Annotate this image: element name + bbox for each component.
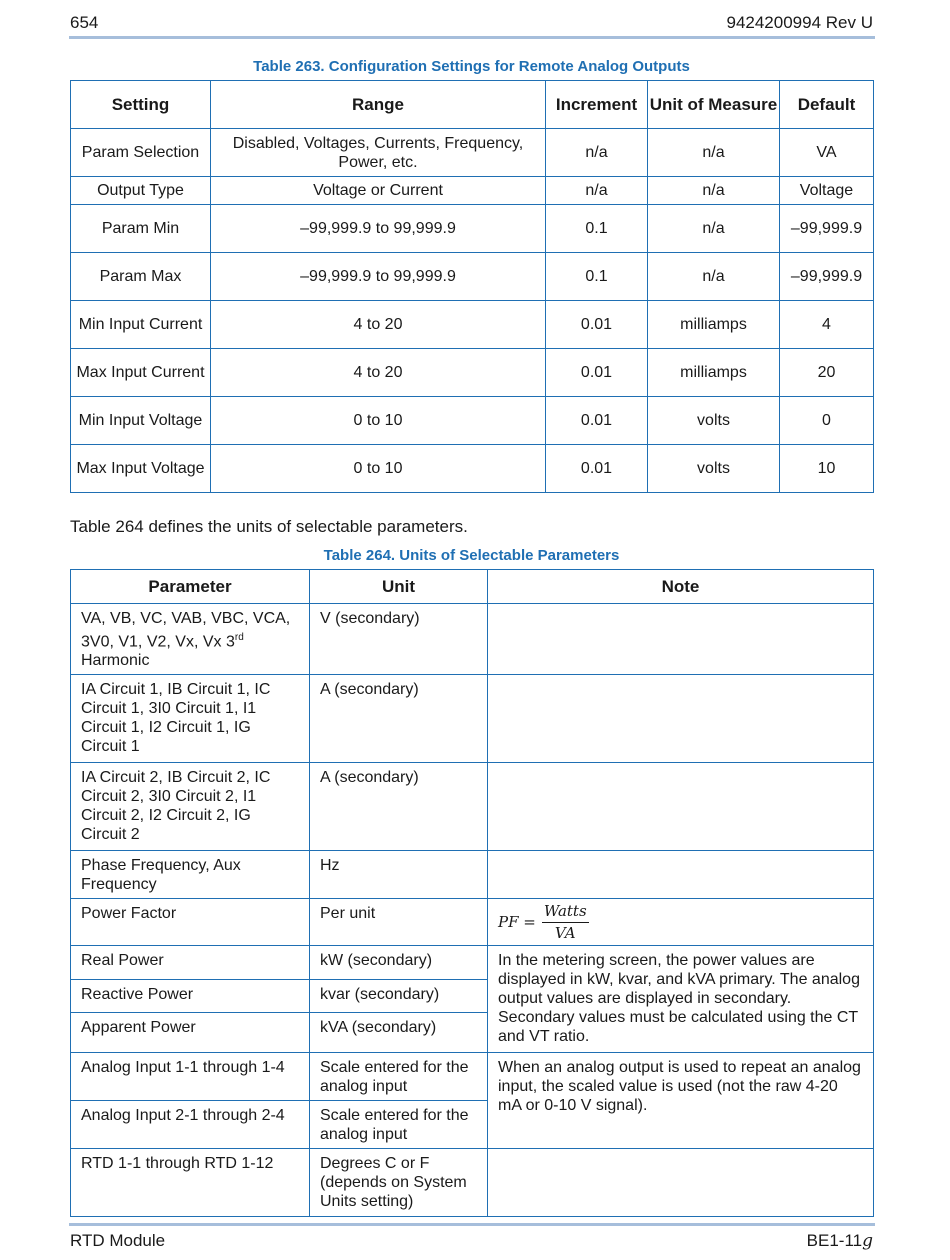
cell-range: –99,999.9 to 99,999.9	[211, 205, 546, 253]
cell-unit: n/a	[648, 129, 780, 177]
parameter-text: VA, VB, VC, VAB, VBC, VCA, 3V0, V1, V2, Vx, Vx 3	[81, 610, 291, 651]
power-factor-formula	[498, 902, 589, 943]
table-row	[71, 1149, 874, 1217]
cell-unit: kvar (secondary)	[310, 980, 488, 1013]
cell-unit: n/a	[648, 177, 780, 205]
page-footer	[69, 1223, 875, 1256]
column-header-note: Note	[488, 570, 874, 604]
cell-note	[488, 763, 874, 851]
cell-setting: Max Input Current	[71, 349, 211, 397]
table-263	[70, 80, 874, 493]
cell-increment: n/a	[546, 177, 648, 205]
intro-paragraph: Table 264 defines the units of selectable parameters.	[70, 517, 468, 536]
cell-unit: n/a	[648, 205, 780, 253]
column-header-increment: Increment	[546, 81, 648, 129]
column-header-default: Default	[780, 81, 874, 129]
cell-default: 4	[780, 301, 874, 349]
cell-unit: Scale entered for the analog input	[310, 1101, 488, 1149]
document-id: 9424200994 Rev U	[726, 13, 873, 32]
table-row	[71, 177, 874, 205]
cell-note-power: In the metering screen, the power values are displayed in kW, kvar, and kVA primary. The analog output values are displayed in secondary. Secondary values must be calculated using the CT and VT ratio.	[488, 946, 874, 1053]
cell-parameter: Reactive Power	[71, 980, 310, 1013]
cell-range: –99,999.9 to 99,999.9	[211, 253, 546, 301]
cell-range: 0 to 10	[211, 397, 546, 445]
cell-unit: Per unit	[310, 899, 488, 946]
cell-range: Voltage or Current	[211, 177, 546, 205]
cell-default: 10	[780, 445, 874, 493]
cell-setting: Param Min	[71, 205, 211, 253]
cell-unit: volts	[648, 445, 780, 493]
table-row	[71, 899, 874, 946]
cell-default: –99,999.9	[780, 253, 874, 301]
cell-default: 0	[780, 397, 874, 445]
cell-unit: milliamps	[648, 349, 780, 397]
cell-unit: A (secondary)	[310, 675, 488, 763]
formula-lhs: PF =	[498, 912, 536, 931]
table-row	[71, 1053, 874, 1101]
column-header-range: Range	[211, 81, 546, 129]
cell-note-formula	[488, 899, 874, 946]
table-row	[71, 946, 874, 980]
column-header-unit: Unit	[310, 570, 488, 604]
table-row	[71, 253, 874, 301]
table-header-row	[71, 81, 874, 129]
table-row	[71, 763, 874, 851]
cell-increment: n/a	[546, 129, 648, 177]
cell-range: 0 to 10	[211, 445, 546, 493]
table-row	[71, 349, 874, 397]
cell-setting: Max Input Voltage	[71, 445, 211, 493]
cell-default: 20	[780, 349, 874, 397]
table-row	[71, 851, 874, 899]
column-header-parameter: Parameter	[71, 570, 310, 604]
cell-note	[488, 604, 874, 675]
cell-default: VA	[780, 129, 874, 177]
cell-unit: n/a	[648, 253, 780, 301]
table-row	[71, 397, 874, 445]
cell-increment: 0.01	[546, 445, 648, 493]
cell-unit: milliamps	[648, 301, 780, 349]
cell-unit: Degrees C or F (depends on System Units setting)	[310, 1149, 488, 1217]
table-row	[71, 129, 874, 177]
cell-setting: Min Input Current	[71, 301, 211, 349]
cell-setting: Param Selection	[71, 129, 211, 177]
footer-product-name: BE1-11	[806, 1231, 863, 1250]
cell-parameter: Phase Frequency, Aux Frequency	[71, 851, 310, 899]
cell-range: 4 to 20	[211, 349, 546, 397]
cell-increment: 0.01	[546, 349, 648, 397]
cell-parameter: Power Factor	[71, 899, 310, 946]
cell-parameter: IA Circuit 2, IB Circuit 2, IC Circuit 2, 3I0 Circuit 2, I1 Circuit 2, I2 Circuit 2, IG Circuit 2	[71, 763, 310, 851]
cell-unit: Scale entered for the analog input	[310, 1053, 488, 1101]
footer-product	[807, 1231, 873, 1251]
cell-note-analog: When an analog output is used to repeat an analog input, the scaled value is used (not the raw 4-20 mA or 0-10 V signal).	[488, 1053, 874, 1149]
page-header	[69, 12, 875, 39]
ordinal-superscript: rd	[234, 632, 244, 643]
cell-note	[488, 1149, 874, 1217]
table-row	[71, 445, 874, 493]
table-264-caption: Table 264. Units of Selectable Parameters	[323, 547, 620, 564]
cell-unit: A (secondary)	[310, 763, 488, 851]
cell-parameter: Apparent Power	[71, 1013, 310, 1053]
page-number: 654	[70, 13, 99, 32]
formula-fraction	[542, 902, 589, 943]
cell-parameter	[71, 604, 310, 675]
table-header-row	[71, 570, 874, 604]
cell-default: –99,999.9	[780, 205, 874, 253]
cell-parameter: Analog Input 1-1 through 1-4	[71, 1053, 310, 1101]
table-row	[71, 675, 874, 763]
cell-increment: 0.01	[546, 397, 648, 445]
cell-unit: V (secondary)	[310, 604, 488, 675]
cell-setting: Output Type	[71, 177, 211, 205]
cell-default: Voltage	[780, 177, 874, 205]
cell-unit: kVA (secondary)	[310, 1013, 488, 1053]
table-row	[71, 301, 874, 349]
cell-parameter: Real Power	[71, 946, 310, 980]
cell-unit: kW (secondary)	[310, 946, 488, 980]
table-264	[70, 569, 874, 1217]
footer-module-name: RTD Module	[70, 1231, 166, 1250]
cell-increment: 0.1	[546, 253, 648, 301]
table-row	[71, 604, 874, 675]
cell-increment: 0.01	[546, 301, 648, 349]
cell-unit: volts	[648, 397, 780, 445]
cell-range: 4 to 20	[211, 301, 546, 349]
cell-increment: 0.1	[546, 205, 648, 253]
column-header-setting: Setting	[71, 81, 211, 129]
cell-setting: Param Max	[71, 253, 211, 301]
formula-numerator: Watts	[542, 902, 589, 923]
parameter-text-suffix: Harmonic	[81, 652, 150, 670]
table-row	[71, 205, 874, 253]
cell-parameter: RTD 1-1 through RTD 1-12	[71, 1149, 310, 1217]
cell-range: Disabled, Voltages, Currents, Frequency, Power, etc.	[211, 129, 546, 177]
cell-parameter: Analog Input 2-1 through 2-4	[71, 1101, 310, 1149]
table-263-caption: Table 263. Configuration Settings for Remote Analog Outputs	[253, 58, 690, 75]
column-header-unit-of-measure: Unit of Measure	[648, 81, 780, 129]
footer-product-suffix: g	[862, 1231, 873, 1251]
cell-note	[488, 675, 874, 763]
cell-note	[488, 851, 874, 899]
formula-denominator: VA	[554, 923, 576, 942]
cell-unit: Hz	[310, 851, 488, 899]
cell-setting: Min Input Voltage	[71, 397, 211, 445]
cell-parameter: IA Circuit 1, IB Circuit 1, IC Circuit 1, 3I0 Circuit 1, I1 Circuit 1, I2 Circuit 1, IG Circuit 1	[71, 675, 310, 763]
